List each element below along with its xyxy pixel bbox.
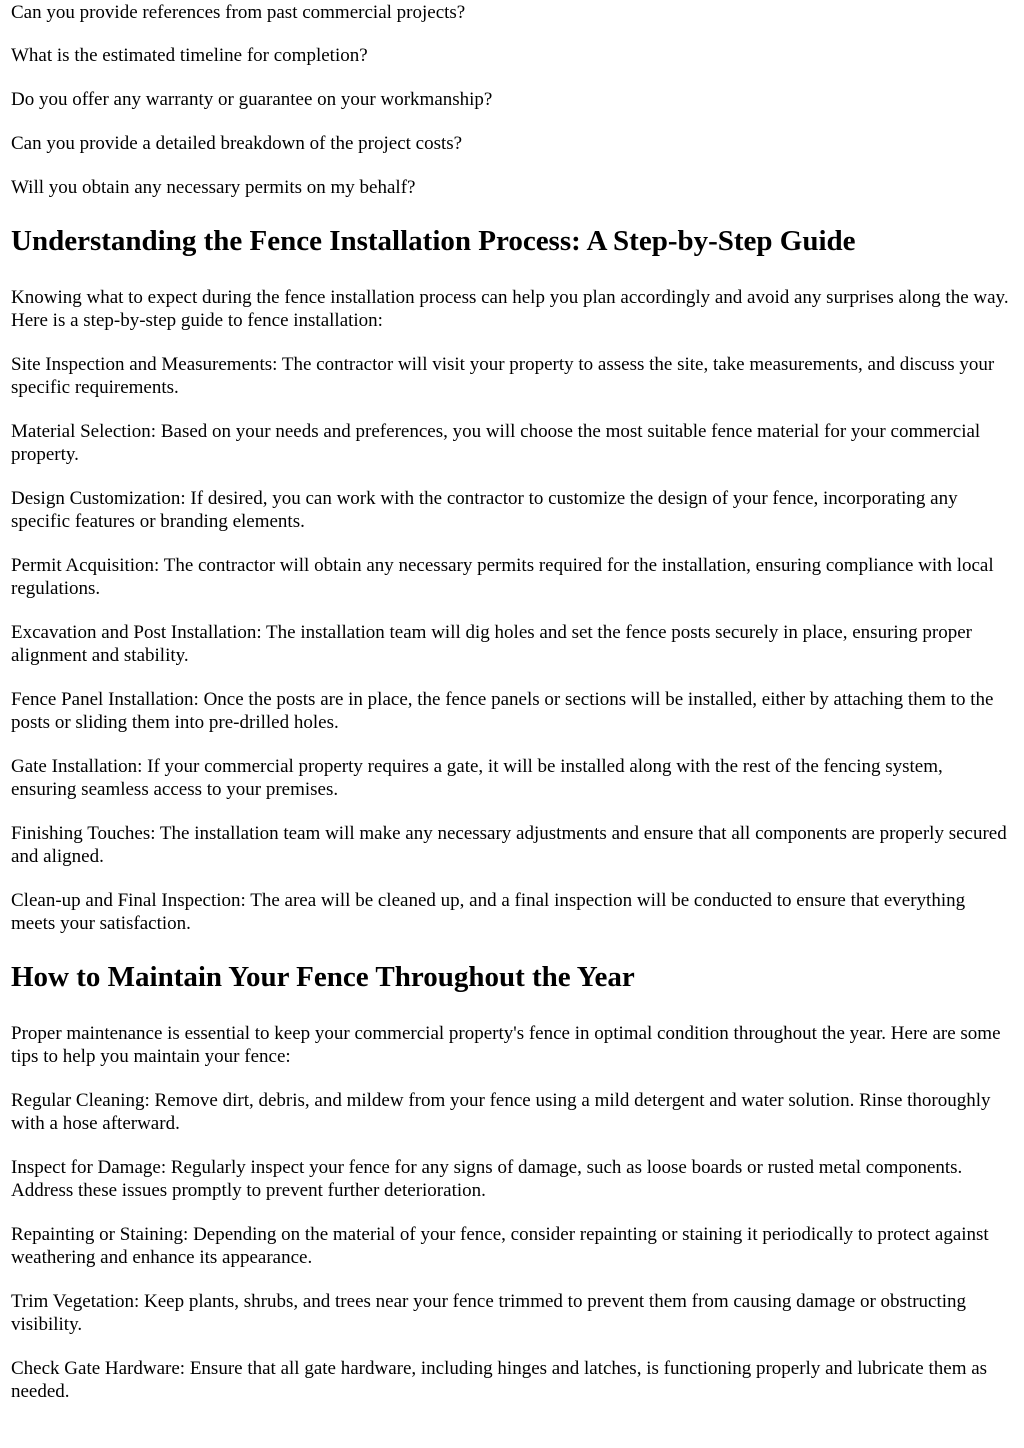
installation-step: Site Inspection and Measurements: The contractor will visit your property to assess the site, take measurements, and discuss your specific requirements. [11,354,995,398]
maintenance-intro: Proper maintenance is essential to keep your commercial property's fence in optimal condition throughout the year. Here are some tips to help you maintain your fence: [11,1023,1001,1067]
question-item: Can you provide references from past commercial projects? [11,2,466,23]
installation-step: Design Customization: If desired, you can work with the contractor to customize the design of your fence, incorporating any specific features or branding elements. [11,488,958,532]
question-item: Can you provide a detailed breakdown of the project costs? [11,133,463,154]
installation-heading: Understanding the Fence Installation Process: A Step-by-Step Guide [11,225,856,257]
maintenance-tip: Check Gate Hardware: Ensure that all gate hardware, including hinges and latches, is functioning properly and lubricate them as needed. [11,1358,988,1402]
maintenance-tip: Regular Cleaning: Remove dirt, debris, and mildew from your fence using a mild detergent and water solution. Rinse thoroughly with a hose afterward. [11,1090,991,1134]
maintenance-heading: How to Maintain Your Fence Throughout the Year [11,961,635,993]
maintenance-tip: Inspect for Damage: Regularly inspect your fence for any signs of damage, such as loose boards or rusted metal components. Address these issues promptly to prevent further deterioration. [11,1157,963,1201]
installation-step: Permit Acquisition: The contractor will obtain any necessary permits required for the installation, ensuring compliance with local regulations. [11,555,994,599]
question-item: Will you obtain any necessary permits on my behalf? [11,177,416,198]
maintenance-tip: Trim Vegetation: Keep plants, shrubs, and trees near your fence trimmed to prevent them from causing damage or obstructing visibility. [11,1291,967,1335]
question-item: What is the estimated timeline for completion? [11,45,368,66]
installation-step: Gate Installation: If your commercial property requires a gate, it will be installed along with the rest of the fencing system, ensuring seamless access to your premises. [11,756,943,800]
installation-step: Finishing Touches: The installation team will make any necessary adjustments and ensure that all components are properly secured and aligned. [11,823,1007,867]
installation-step: Material Selection: Based on your needs and preferences, you will choose the most suitable fence material for your commercial property. [11,421,981,465]
maintenance-tip: Repainting or Staining: Depending on the material of your fence, consider repainting or staining it periodically to protect against weathering and enhance its appearance. [11,1224,989,1268]
installation-step: Fence Panel Installation: Once the posts are in place, the fence panels or sections will be installed, either by attaching them to the posts or sliding them into pre-drilled holes. [11,689,994,733]
installation-intro: Knowing what to expect during the fence installation process can help you plan accordingly and avoid any surprises along the way. Here is a step-by-step guide to fence installation: [11,287,1009,331]
question-item: Do you offer any warranty or guarantee on your workmanship? [11,89,493,110]
installation-step: Clean-up and Final Inspection: The area will be cleaned up, and a final inspection will be conducted to ensure that everything meets your satisfaction. [11,890,966,934]
installation-step: Excavation and Post Installation: The installation team will dig holes and set the fence posts securely in place, ensuring proper alignment and stability. [11,622,973,666]
